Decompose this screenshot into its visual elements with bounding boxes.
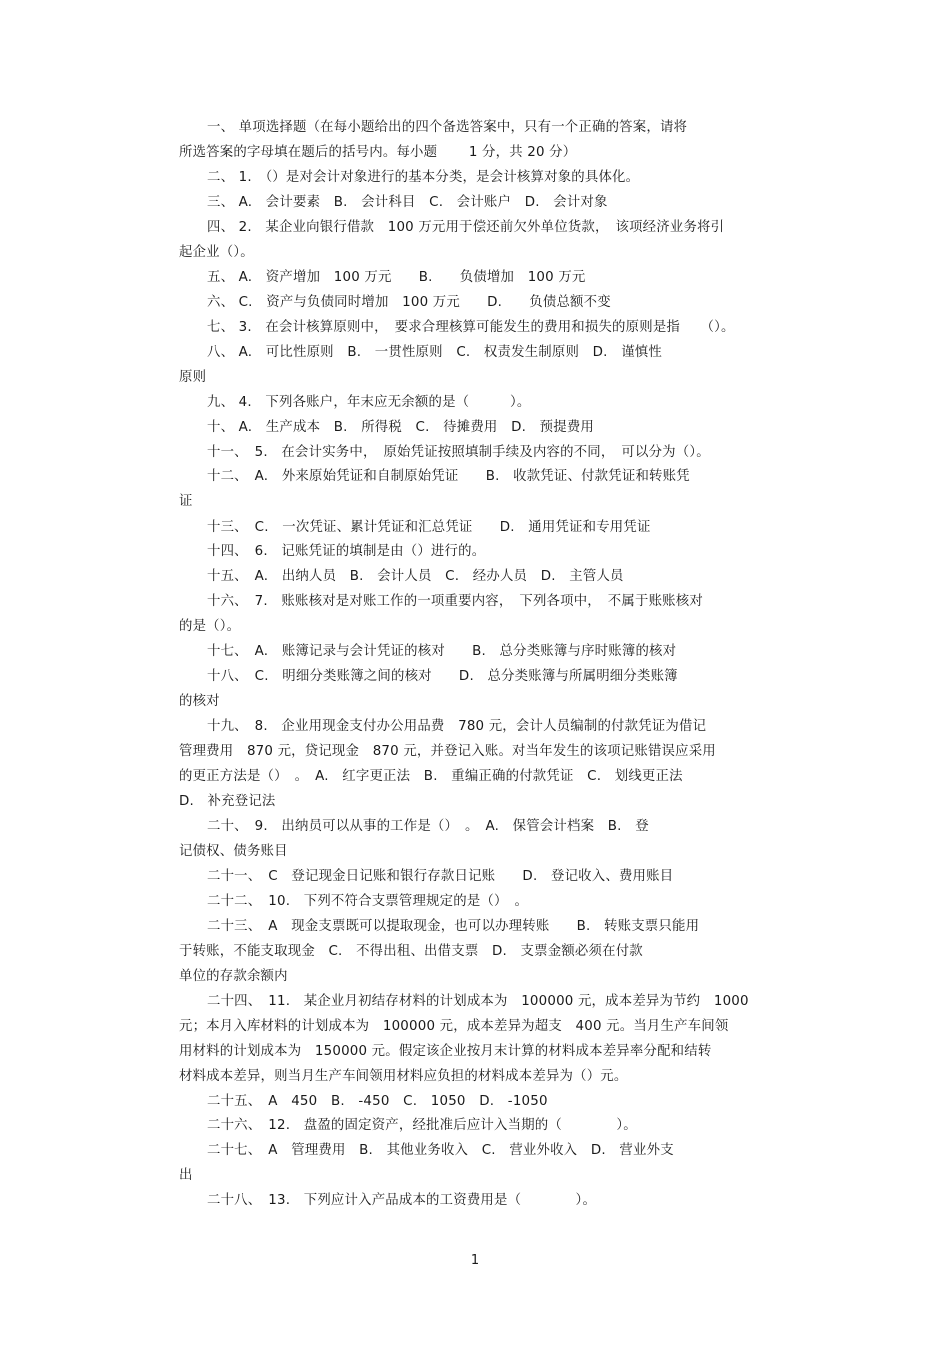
text-line: 二十四、 11. 某企业月初结存材料的计划成本为 100000 元，成本差异为节约 1000 <box>207 994 749 1009</box>
text-line: 三、 A. 会计要素 B. 会计科目 C. 会计账户 D. 会计对象 <box>207 195 608 210</box>
text-line: 十六、 7. 账账核对是对账工作的一项重要内容， 下列各项中， 不属于账账核对 <box>207 594 703 609</box>
text-line: 十四、 6. 记账凭证的填制是由（）进行的。 <box>207 544 486 559</box>
text-line: 原则 <box>179 370 207 385</box>
text-line: 十七、 A. 账簿记录与会计凭证的核对 B. 总分类账簿与序时账簿的核对 <box>207 644 677 659</box>
text-line: 十三、 C. 一次凭证、累计凭证和汇总凭证 D. 通用凭证和专用凭证 <box>207 520 651 535</box>
text-line: 二十、 9. 出纳员可以从事的工作是（） 。 A. 保管会计档案 B. 登 <box>207 819 649 834</box>
text-line: D. 补充登记法 <box>179 794 276 809</box>
text-line: 二、 1. （）是对会计对象进行的基本分类，是会计核算对象的具体化。 <box>207 170 640 185</box>
text-line: 用材料的计划成本为 150000 元。假定该企业按月末计算的材料成本差异率分配和结转 <box>179 1044 712 1059</box>
text-line: 出 <box>179 1168 193 1183</box>
text-line: 十二、 A. 外来原始凭证和自制原始凭证 B. 收款凭证、付款凭证和转账凭 <box>207 469 690 484</box>
text-line: 二十五、 A 450 B. -450 C. 1050 D. -1050 <box>207 1094 548 1109</box>
text-line: 起企业（）。 <box>179 245 254 260</box>
text-line: 二十六、 12. 盘盈的固定资产，经批准后应计入当期的（ ）。 <box>207 1118 637 1133</box>
text-line: 四、 2. 某企业向银行借款 100 万元用于偿还前欠外单位货款， 该项经济业务将引 <box>207 220 725 235</box>
text-line: 记债权、债务账目 <box>179 844 288 859</box>
text-line: 的更正方法是（） 。 A. 红字更正法 B. 重编正确的付款凭证 C. 划线更正法 <box>179 769 683 784</box>
text-line: 十九、 8. 企业用现金支付办公用品费 780 元，会计人员编制的付款凭证为借记 <box>207 719 707 734</box>
text-line: 单位的存款余额内 <box>179 969 288 984</box>
text-line: 十八、 C. 明细分类账簿之间的核对 D. 总分类账簿与所属明细分类账簿 <box>207 669 678 684</box>
text-line: 的核对 <box>179 694 220 709</box>
text-line: 二十二、 10. 下列不符合支票管理规定的是（） 。 <box>207 894 529 909</box>
text-line: 二十三、 A 现金支票既可以提取现金，也可以办理转账 B. 转账支票只能用 <box>207 919 700 934</box>
page-number: 1 <box>470 1253 480 1268</box>
text-line: 十五、 A. 出纳人员 B. 会计人员 C. 经办人员 D. 主管人员 <box>207 569 624 584</box>
text-line: 的是（）。 <box>179 619 241 634</box>
text-line: 二十七、 A 管理费用 B. 其他业务收入 C. 营业外收入 D. 营业外支 <box>207 1143 674 1158</box>
text-line: 管理费用 870 元，贷记现金 870 元，并登记入账。对当年发生的该项记账错误应采用 <box>179 744 716 759</box>
text-line: 七、 3. 在会计核算原则中， 要求合理核算可能发生的费用和损失的原则是指 （）。 <box>207 320 735 335</box>
text-line: 五、 A. 资产增加 100 万元 B. 负债增加 100 万元 <box>207 270 586 285</box>
text-line: 元；本月入库材料的计划成本为 100000 元，成本差异为超支 400 元。当月生产车间领 <box>179 1019 729 1034</box>
text-line: 九、 4. 下列各账户，年末应无余额的是（ ）。 <box>207 395 531 410</box>
text-line: 八、 A. 可比性原则 B. 一贯性原则 C. 权责发生制原则 D. 谨慎性 <box>207 345 662 360</box>
text-line: 六、 C. 资产与负债同时增加 100 万元 D. 负债总额不变 <box>207 295 611 310</box>
text-line: 证 <box>179 494 193 509</box>
text-line: 材料成本差异，则当月生产车间领用材料应负担的材料成本差异为（）元。 <box>179 1069 628 1084</box>
text-line: 所选答案的字母填在题后的括号内。每小题 1 分，共 20 分） <box>179 145 577 160</box>
text-line: 一、 单项选择题（在每小题给出的四个备选答案中，只有一个正确的答案，请将 <box>207 120 688 135</box>
text-line: 于转账，不能支取现金 C. 不得出租、出借支票 D. 支票金额必须在付款 <box>179 944 643 959</box>
text-line: 二十八、 13. 下列应计入产品成本的工资费用是（ ）。 <box>207 1193 597 1208</box>
text-line: 十、 A. 生产成本 B. 所得税 C. 待摊费用 D. 预提费用 <box>207 420 595 435</box>
text-line: 十一、 5. 在会计实务中， 原始凭证按照填制手续及内容的不同， 可以分为（）。 <box>207 445 710 460</box>
text-line: 二十一、 C 登记现金日记账和银行存款日记账 D. 登记收入、费用账目 <box>207 869 674 884</box>
